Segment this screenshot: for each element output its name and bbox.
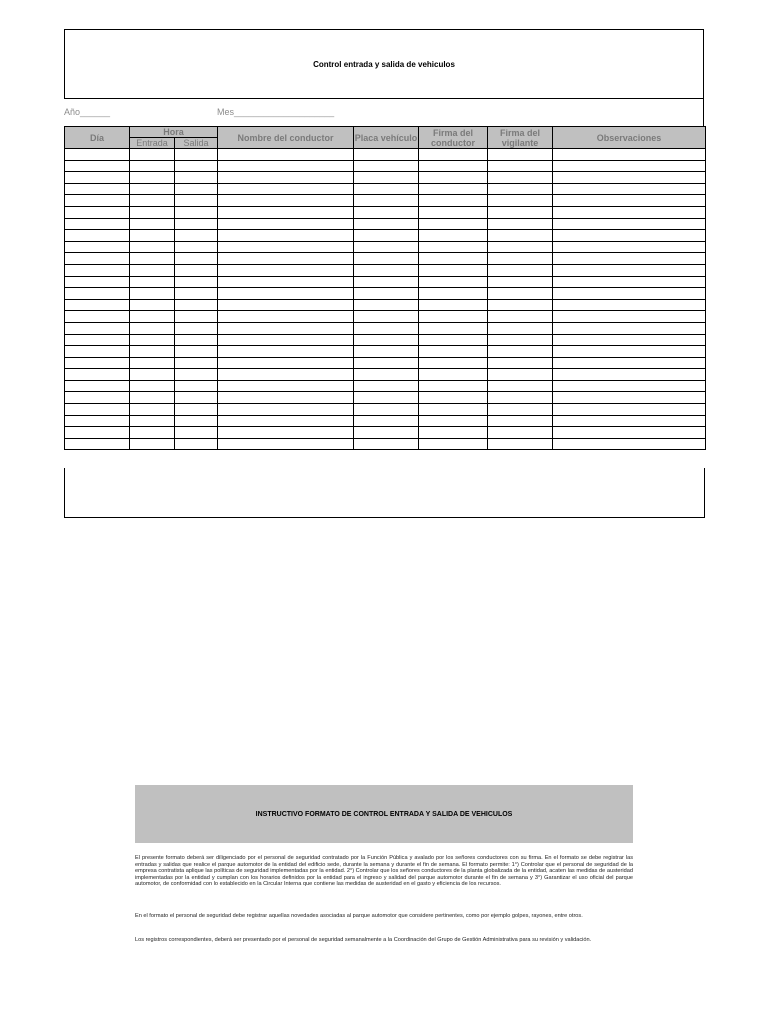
instructions-header [135,785,633,843]
table-row [65,241,706,253]
table-cell[interactable] [553,438,706,450]
table-cell[interactable] [65,160,130,172]
table-cell[interactable] [419,288,488,300]
table-cell[interactable] [488,438,553,450]
table-cell[interactable] [488,380,553,392]
table-cell[interactable] [553,311,706,323]
table-row [65,438,706,450]
table-row [65,380,706,392]
table-cell[interactable] [130,183,175,195]
table-cell[interactable] [419,427,488,439]
table-cell[interactable] [218,149,354,161]
table-cell[interactable] [130,276,175,288]
table-cell[interactable] [553,241,706,253]
table-cell[interactable] [130,195,175,207]
table-cell[interactable] [218,334,354,346]
table-cell[interactable] [218,195,354,207]
table-cell[interactable] [65,346,130,358]
table-row [65,357,706,369]
table-cell[interactable] [175,346,218,358]
table-cell[interactable] [175,334,218,346]
month-field-label: Mes____________________ [217,107,335,117]
table-cell[interactable] [488,369,553,381]
table-cell[interactable] [130,427,175,439]
table-cell[interactable] [419,241,488,253]
table-cell[interactable] [553,380,706,392]
table-row [65,172,706,184]
table-row [65,392,706,404]
table-cell[interactable] [218,172,354,184]
table-cell[interactable] [218,322,354,334]
table-cell[interactable] [175,311,218,323]
header-observaciones: Observaciones [553,127,706,149]
vehicle-log-table [64,126,706,450]
table-cell[interactable] [488,311,553,323]
table-row [65,311,706,323]
table-cell[interactable] [553,404,706,416]
table-row [65,218,706,230]
table-cell[interactable] [175,438,218,450]
table-cell[interactable] [175,427,218,439]
table-cell[interactable] [130,415,175,427]
table-cell[interactable] [65,230,130,242]
table-cell[interactable] [488,427,553,439]
table-cell[interactable] [218,311,354,323]
table-row [65,299,706,311]
table-cell[interactable] [130,357,175,369]
table-row [65,404,706,416]
table-cell[interactable] [419,299,488,311]
table-cell[interactable] [419,369,488,381]
table-row [65,427,706,439]
table-cell[interactable] [130,288,175,300]
table-cell[interactable] [218,253,354,265]
table-cell[interactable] [218,392,354,404]
header-hora: Hora [130,127,218,138]
header-placa-vehiculo: Placa vehículo [354,127,419,149]
table-cell[interactable] [488,299,553,311]
table-cell[interactable] [553,322,706,334]
table-cell[interactable] [488,172,553,184]
table-row [65,183,706,195]
table-cell[interactable] [354,357,419,369]
table-cell[interactable] [553,276,706,288]
table-cell[interactable] [354,404,419,416]
table-cell[interactable] [553,427,706,439]
table-cell[interactable] [218,357,354,369]
table-cell[interactable] [175,218,218,230]
table-cell[interactable] [553,253,706,265]
table-cell[interactable] [130,311,175,323]
table-cell[interactable] [354,438,419,450]
table-cell[interactable] [419,276,488,288]
table-cell[interactable] [488,230,553,242]
table-cell[interactable] [553,346,706,358]
table-row [65,369,706,381]
table-cell[interactable] [175,253,218,265]
table-cell[interactable] [553,357,706,369]
table-cell[interactable] [175,172,218,184]
table-cell[interactable] [488,264,553,276]
table-cell[interactable] [218,218,354,230]
table-cell[interactable] [130,253,175,265]
table-cell[interactable] [354,299,419,311]
table-cell[interactable] [553,160,706,172]
table-cell[interactable] [419,160,488,172]
table-cell[interactable] [553,230,706,242]
table-cell[interactable] [488,160,553,172]
table-cell[interactable] [354,311,419,323]
table-cell[interactable] [218,230,354,242]
table-cell[interactable] [218,346,354,358]
log-table-body [65,149,706,450]
table-cell[interactable] [65,415,130,427]
table-cell[interactable] [488,195,553,207]
table-row [65,276,706,288]
table-cell[interactable] [65,322,130,334]
table-cell[interactable] [175,392,218,404]
table-cell[interactable] [65,311,130,323]
table-cell[interactable] [65,369,130,381]
table-cell[interactable] [130,322,175,334]
table-cell[interactable] [488,392,553,404]
table-cell[interactable] [218,288,354,300]
table-row [65,415,706,427]
table-cell[interactable] [218,380,354,392]
table-cell[interactable] [218,160,354,172]
table-cell[interactable] [130,149,175,161]
date-row [64,99,704,126]
table-row [65,160,706,172]
table-cell[interactable] [488,241,553,253]
table-cell[interactable] [218,369,354,381]
table-row [65,322,706,334]
table-cell[interactable] [175,415,218,427]
table-cell[interactable] [419,311,488,323]
table-cell[interactable] [354,183,419,195]
table-row [65,288,706,300]
table-row [65,230,706,242]
table-cell[interactable] [488,288,553,300]
table-row [65,206,706,218]
table-cell[interactable] [65,253,130,265]
table-cell[interactable] [130,404,175,416]
table-cell[interactable] [218,438,354,450]
table-cell[interactable] [553,369,706,381]
table-cell[interactable] [419,218,488,230]
table-cell[interactable] [175,149,218,161]
table-cell[interactable] [488,218,553,230]
table-cell[interactable] [419,380,488,392]
table-cell[interactable] [488,334,553,346]
table-cell[interactable] [65,392,130,404]
table-cell[interactable] [175,195,218,207]
table-cell[interactable] [354,241,419,253]
table-cell[interactable] [488,206,553,218]
table-cell[interactable] [218,427,354,439]
table-cell[interactable] [65,241,130,253]
table-cell[interactable] [130,206,175,218]
table-cell[interactable] [419,230,488,242]
table-cell[interactable] [354,172,419,184]
table-cell[interactable] [419,183,488,195]
table-cell[interactable] [354,380,419,392]
notes-box[interactable] [64,468,705,518]
table-cell[interactable] [419,322,488,334]
header-firma-vigilante: Firma del vigilante [488,127,553,149]
form-title-box [64,29,704,99]
table-cell[interactable] [175,299,218,311]
instructions-paragraph-2: En el formato el personal de seguridad debe registrar aquellas novedades asociadas al parque automotor que considere pertinentes, como por ejemplo golpes, rayones, entre otros. [135,913,583,919]
table-cell[interactable] [65,218,130,230]
table-cell[interactable] [65,206,130,218]
form-title: Control entrada y salida de vehiculos [313,59,455,69]
table-row [65,195,706,207]
header-entrada: Entrada [130,138,175,149]
table-cell[interactable] [488,149,553,161]
table-cell[interactable] [419,195,488,207]
table-cell[interactable] [354,415,419,427]
table-cell[interactable] [175,369,218,381]
table-cell[interactable] [354,218,419,230]
table-cell[interactable] [175,288,218,300]
table-cell[interactable] [65,195,130,207]
table-row [65,149,706,161]
table-cell[interactable] [218,415,354,427]
table-cell[interactable] [65,334,130,346]
table-cell[interactable] [354,427,419,439]
table-cell[interactable] [65,172,130,184]
table-cell[interactable] [553,218,706,230]
table-cell[interactable] [175,404,218,416]
table-cell[interactable] [354,195,419,207]
table-row [65,264,706,276]
table-cell[interactable] [130,380,175,392]
header-salida: Salida [175,138,218,149]
table-cell[interactable] [419,415,488,427]
table-cell[interactable] [354,288,419,300]
table-cell[interactable] [130,241,175,253]
table-cell[interactable] [354,334,419,346]
table-cell[interactable] [553,264,706,276]
table-cell[interactable] [65,404,130,416]
table-cell[interactable] [419,172,488,184]
table-cell[interactable] [553,183,706,195]
header-nombre-conductor: Nombre del conductor [218,127,354,149]
table-cell[interactable] [130,438,175,450]
table-cell[interactable] [65,276,130,288]
table-cell[interactable] [175,206,218,218]
table-cell[interactable] [130,264,175,276]
table-cell[interactable] [130,369,175,381]
table-cell[interactable] [218,183,354,195]
table-row [65,346,706,358]
table-cell[interactable] [175,183,218,195]
table-cell[interactable] [419,149,488,161]
table-cell[interactable] [419,404,488,416]
table-cell[interactable] [488,276,553,288]
table-cell[interactable] [218,264,354,276]
table-cell[interactable] [488,322,553,334]
table-cell[interactable] [354,206,419,218]
table-cell[interactable] [65,299,130,311]
header-firma-conductor: Firma del conductor [419,127,488,149]
table-cell[interactable] [218,241,354,253]
table-cell[interactable] [354,346,419,358]
table-cell[interactable] [65,264,130,276]
table-cell[interactable] [65,438,130,450]
table-cell[interactable] [130,218,175,230]
table-cell[interactable] [65,427,130,439]
table-cell[interactable] [130,392,175,404]
table-cell[interactable] [419,357,488,369]
table-cell[interactable] [65,357,130,369]
table-row [65,334,706,346]
table-cell[interactable] [65,183,130,195]
table-cell[interactable] [553,206,706,218]
table-cell[interactable] [175,264,218,276]
table-cell[interactable] [553,392,706,404]
table-cell[interactable] [553,288,706,300]
table-cell[interactable] [354,230,419,242]
table-cell[interactable] [419,264,488,276]
table-cell[interactable] [553,334,706,346]
table-cell[interactable] [419,438,488,450]
table-cell[interactable] [175,230,218,242]
header-dia: Día [65,127,130,149]
table-cell[interactable] [553,299,706,311]
table-cell[interactable] [354,160,419,172]
instructions-paragraph-1: El presente formato deberá ser diligenciado por el personal de seguridad contratado por la Función Pública y avalado por los señores conductores con su firma. En el formato se debe registrar las entradas y salidas que realice el parque automotor de la entidad del edificio sede, durante la semana y durante el fin de semana. El formato permite: 1°) Controlar que el personal de seguridad de la empresa contratista aplique las políticas de seguridad implementadas por la entidad. 2°) Controlar que los señores conductores de la planta globalizada de la entidad, acaten las medidas de austeridad implementadas por la entidad y cumplan con los horarios definidos por la entidad para el ingreso y salidad del parque automotor durante el fin de semana y 3°) Garantizar el uso oficial del parque automotor, de conformidad con lo establecido en la Circular Interna que contiene las medidas de austeridad en el gasto y eficiencia de los recursos. [135,855,633,888]
table-cell[interactable] [175,160,218,172]
table-cell[interactable] [354,322,419,334]
table-cell[interactable] [130,172,175,184]
table-cell[interactable] [130,346,175,358]
table-cell[interactable] [553,149,706,161]
table-cell[interactable] [130,299,175,311]
table-cell[interactable] [130,160,175,172]
table-cell[interactable] [218,206,354,218]
table-cell[interactable] [175,241,218,253]
table-cell[interactable] [488,404,553,416]
table-cell[interactable] [218,404,354,416]
table-cell[interactable] [65,288,130,300]
table-cell[interactable] [419,392,488,404]
table-cell[interactable] [553,195,706,207]
table-cell[interactable] [354,149,419,161]
table-cell[interactable] [130,334,175,346]
table-cell[interactable] [65,380,130,392]
table-cell[interactable] [354,253,419,265]
table-cell[interactable] [354,264,419,276]
table-cell[interactable] [419,334,488,346]
table-cell[interactable] [488,253,553,265]
table-cell[interactable] [419,346,488,358]
instructions-title: INSTRUCTIVO FORMATO DE CONTROL ENTRADA Y SALIDA DE VEHICULOS [255,810,513,818]
table-cell[interactable] [488,357,553,369]
year-field-label: Año______ [64,107,111,117]
table-cell[interactable] [553,172,706,184]
table-cell[interactable] [419,253,488,265]
table-cell[interactable] [175,322,218,334]
table-cell[interactable] [354,369,419,381]
table-cell[interactable] [354,392,419,404]
table-cell[interactable] [488,183,553,195]
table-cell[interactable] [218,276,354,288]
table-cell[interactable] [130,230,175,242]
table-cell[interactable] [175,380,218,392]
table-cell[interactable] [218,299,354,311]
table-cell[interactable] [175,276,218,288]
table-cell[interactable] [65,149,130,161]
table-cell[interactable] [488,415,553,427]
table-cell[interactable] [354,276,419,288]
table-cell[interactable] [553,415,706,427]
table-cell[interactable] [175,357,218,369]
table-cell[interactable] [419,206,488,218]
table-row [65,253,706,265]
table-cell[interactable] [488,346,553,358]
instructions-paragraph-3: Los registros correspondientes, deberá ser presentado por el personal de seguridad semanalmente a la Coordinación del Grupo de Gestión Administrativa para su revisión y validación. [135,937,592,943]
